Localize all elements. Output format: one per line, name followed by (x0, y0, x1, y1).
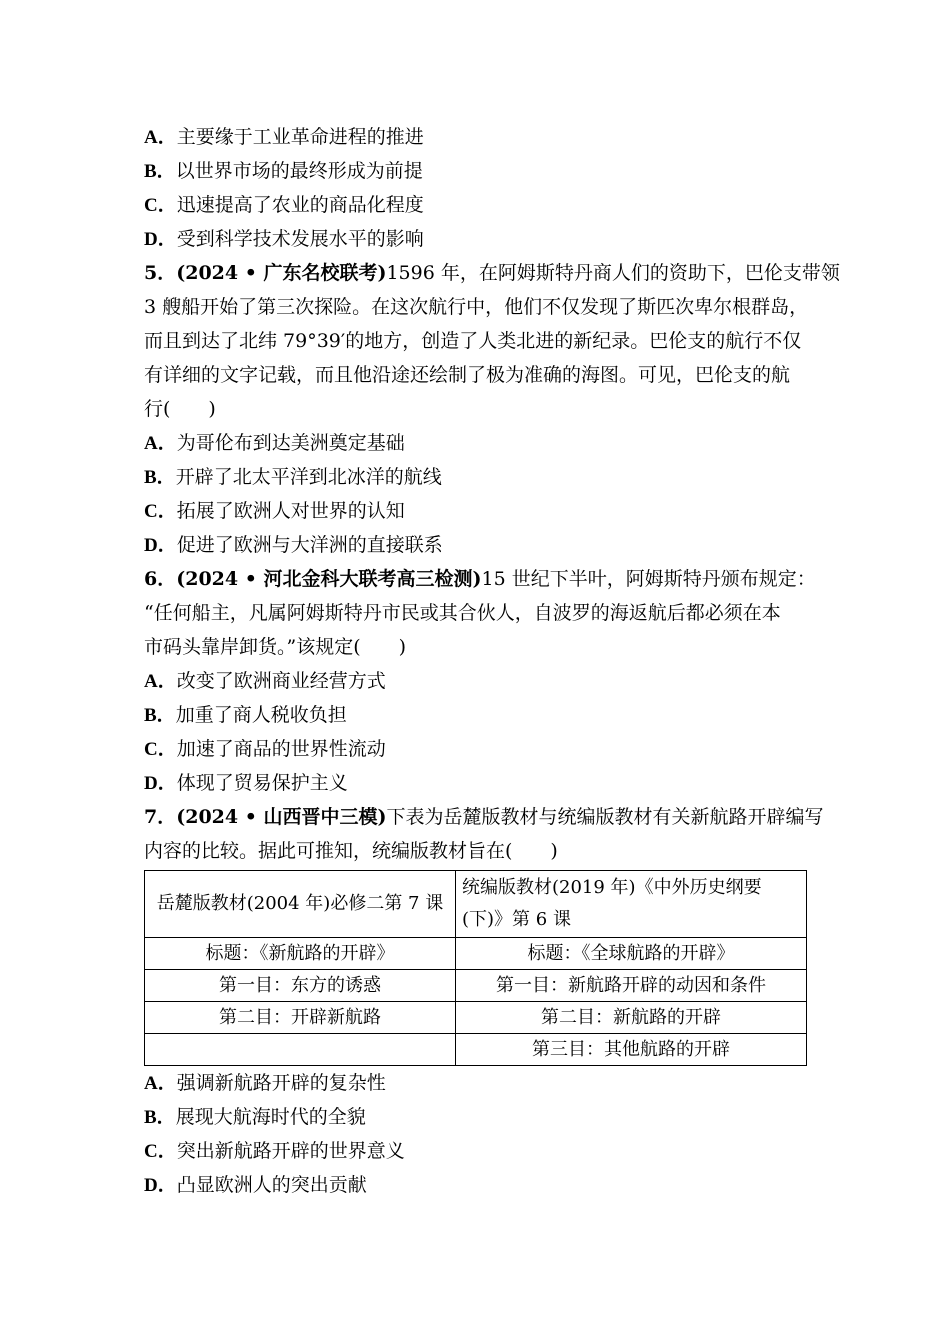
table-cell: 标题：《全球航路的开辟》 (456, 938, 807, 970)
table-header-cell (456, 871, 807, 938)
option-text: 以世界市场的最终形成为前提 (175, 160, 423, 182)
option-label: D． (144, 229, 177, 250)
table-row (145, 938, 807, 970)
option-label: C． (144, 739, 177, 760)
option-label: C． (144, 1141, 177, 1162)
question-7 (144, 800, 824, 1202)
q6-option-b (144, 698, 824, 732)
question-number: 7． (144, 806, 177, 828)
option-label: D． (144, 535, 177, 556)
table-header-row (145, 871, 807, 938)
q6-stem-line-1 (144, 562, 824, 596)
q7-stem-line-1 (144, 800, 824, 834)
stem-text: 15 世纪下半叶，阿姆斯特丹颁布规定： (481, 568, 816, 590)
option-label: A． (144, 433, 177, 454)
option-text: 突出新航路开辟的世界意义 (176, 1140, 405, 1162)
option-text: 主要缘于工业革命进程的推进 (176, 126, 424, 148)
q5-stem-line-2: 3 艘船开始了第三次探险。在这次航行中，他们不仅发现了斯匹次卑尔根群岛， (144, 296, 809, 318)
q4-option-b (144, 154, 824, 188)
q6-option-c (144, 732, 824, 766)
option-label: B． (144, 1107, 176, 1128)
option-text: 改变了欧洲商业经营方式 (176, 670, 386, 692)
q6-stem-line-3: 市码头靠岸卸货。”该规定( ) (144, 636, 407, 658)
option-text: 凸显欧洲人的突出贡献 (176, 1174, 367, 1196)
question-number: 6． (144, 568, 177, 590)
option-text: 加速了商品的世界性流动 (176, 738, 386, 760)
q4-option-c (144, 188, 824, 222)
option-text: 体现了贸易保护主义 (176, 772, 348, 794)
option-label: D． (144, 1175, 177, 1196)
q5-stem-line-4: 有详细的文字记载，而且他沿途还绘制了极为准确的海图。可见，巴伦支的航 (144, 364, 791, 386)
option-label: A． (144, 127, 177, 148)
question-number: 5． (144, 262, 177, 284)
option-text: 强调新航路开辟的复杂性 (176, 1072, 386, 1094)
q4-option-a (144, 120, 824, 154)
q7-option-d (144, 1168, 824, 1202)
q7-option-a (144, 1066, 824, 1100)
option-label: D． (144, 773, 177, 794)
textbook-comparison-table (144, 870, 807, 1066)
table-row (145, 1002, 807, 1034)
exam-page (144, 120, 840, 1202)
q7-stem-line-2: 内容的比较。据此可推知，统编版教材旨在( ) (144, 840, 558, 862)
option-text: 开辟了北太平洋到北冰洋的航线 (175, 466, 442, 488)
table-cell: 第三目：其他航路的开辟 (456, 1034, 807, 1066)
table-cell (145, 1034, 456, 1066)
q6-option-d (144, 766, 824, 800)
table-row (145, 1034, 807, 1066)
question-source: (2024 • 河北金科大联考高三检测) (176, 568, 482, 590)
question-source: (2024 • 山西晋中三模) (176, 806, 387, 828)
q4-options (144, 120, 824, 256)
q7-option-b (144, 1100, 824, 1134)
header-line: (下)》第 6 课 (462, 909, 571, 930)
table-header-cell: 岳麓版教材(2004 年)必修二第 7 课 (145, 871, 456, 938)
option-label: A． (144, 1073, 177, 1094)
header-line: 统编版教材(2019 年)《中外历史纲要 (462, 877, 762, 898)
option-label: C． (144, 501, 177, 522)
option-label: B． (144, 467, 176, 488)
question-6 (144, 562, 824, 800)
option-text: 受到科学技术发展水平的影响 (176, 228, 424, 250)
option-label: A． (144, 671, 177, 692)
option-text: 加重了商人税收负担 (175, 704, 347, 726)
q5-stem-line-3: 而且到达了北纬 79°39′的地方，创造了人类北进的新纪录。巴伦支的航行不仅 (144, 330, 802, 352)
question-5 (144, 256, 840, 562)
q5-option-c (144, 494, 824, 528)
option-text: 促进了欧洲与大洋洲的直接联系 (176, 534, 443, 556)
option-label: C． (144, 195, 177, 216)
q6-stem-line-2: “任何船主，凡属阿姆斯特丹市民或其合伙人，自波罗的海返航后都必须在本 (144, 602, 781, 624)
stem-text: 1596 年，在阿姆斯特丹商人们的资助下，巴伦支带领 (386, 262, 840, 284)
table-cell: 标题：《新航路的开辟》 (145, 938, 456, 970)
q6-option-a (144, 664, 824, 698)
q5-stem-line-5: 行( ) (144, 398, 216, 420)
q4-option-d (144, 222, 824, 256)
option-text: 为哥伦布到达美洲奠定基础 (176, 432, 405, 454)
q5-stem-line-1 (144, 256, 840, 290)
option-label: B． (144, 705, 176, 726)
option-text: 迅速提高了农业的商品化程度 (176, 194, 424, 216)
table-cell: 第二目：开辟新航路 (145, 1002, 456, 1034)
table-row (145, 970, 807, 1002)
q5-option-b (144, 460, 824, 494)
table-cell: 第一目：新航路开辟的动因和条件 (456, 970, 807, 1002)
question-source: (2024 • 广东名校联考) (176, 262, 387, 284)
table-cell: 第一目：东方的诱惑 (145, 970, 456, 1002)
option-label: B． (144, 161, 176, 182)
table-cell: 第二目：新航路的开辟 (456, 1002, 807, 1034)
option-text: 展现大航海时代的全貌 (175, 1106, 366, 1128)
stem-text: 下表为岳麓版教材与统编版教材有关新航路开辟编写 (386, 806, 824, 828)
option-text: 拓展了欧洲人对世界的认知 (176, 500, 405, 522)
q5-option-a (144, 426, 824, 460)
q7-option-c (144, 1134, 824, 1168)
q5-option-d (144, 528, 824, 562)
